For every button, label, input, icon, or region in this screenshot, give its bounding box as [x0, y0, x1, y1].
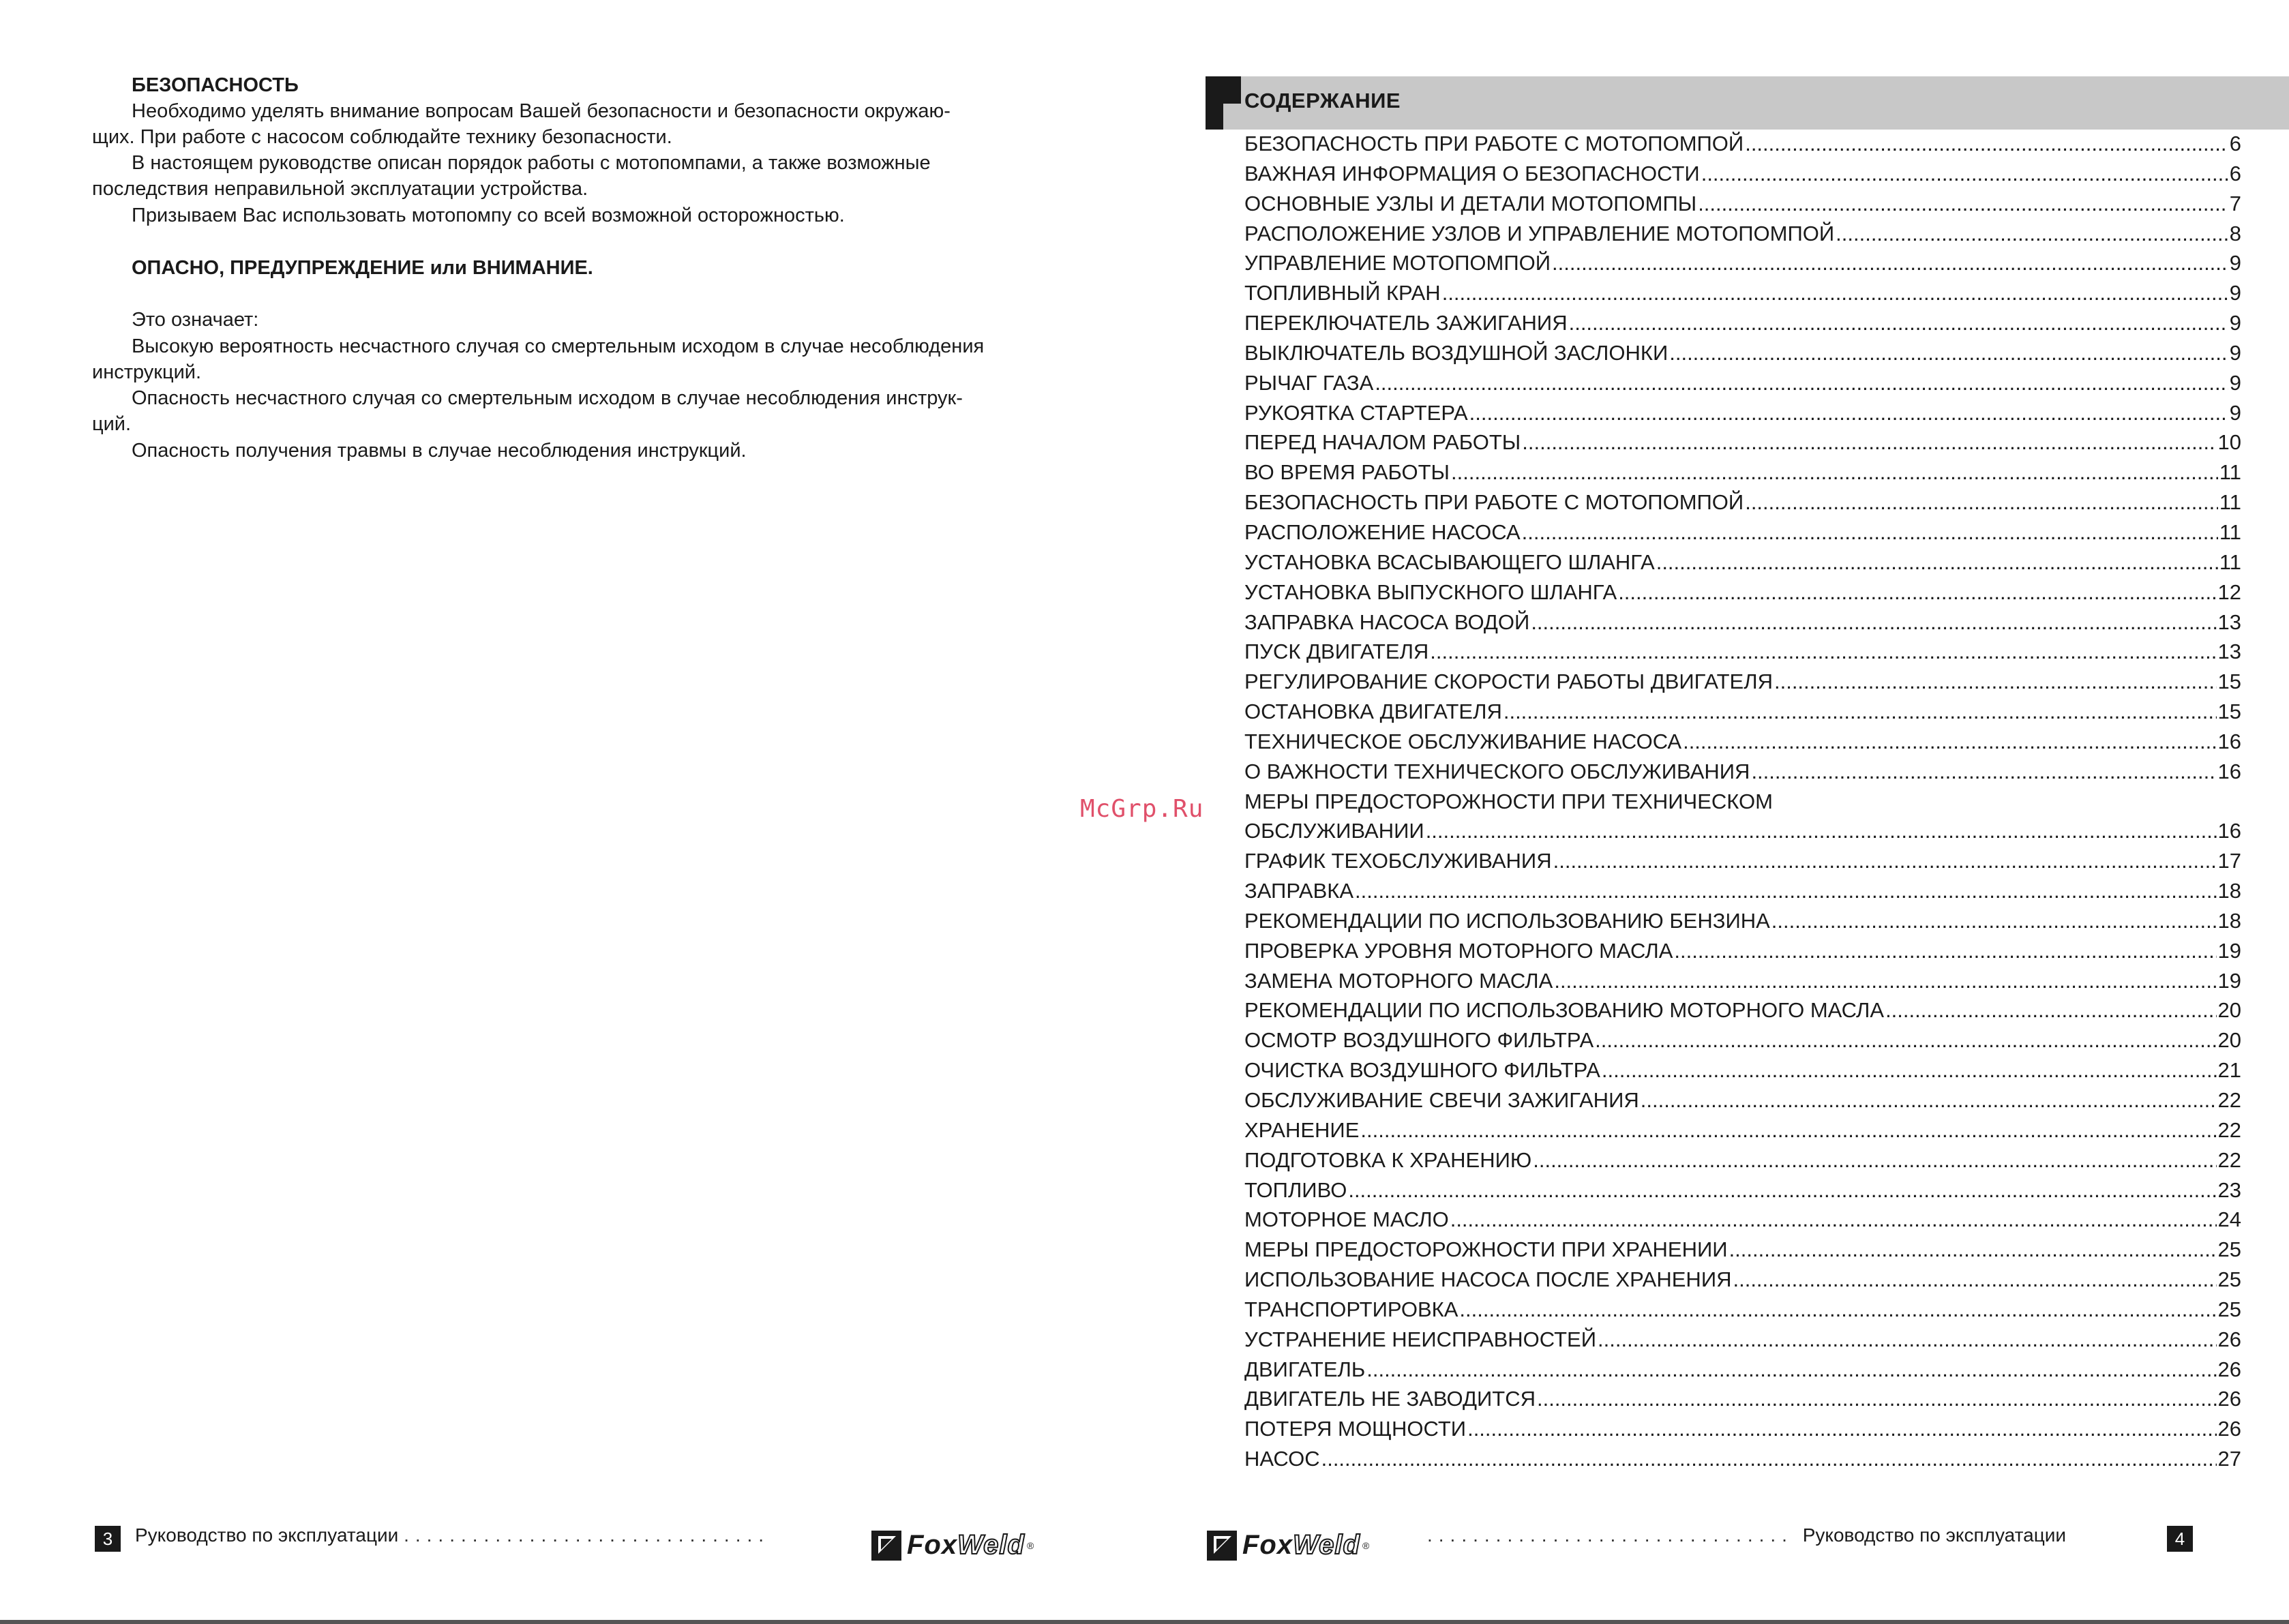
page-number-left: 3 — [95, 1526, 121, 1552]
meaning-1b: инструкций. — [92, 361, 202, 383]
toc-item-page: 7 — [2229, 191, 2241, 215]
toc-item-page: 13 — [2217, 640, 2241, 664]
toc-item-page: 11 — [2219, 550, 2241, 574]
toc-item-page: 26 — [2217, 1327, 2241, 1351]
toc-item-label: ПРОВЕРКА УРОВНЯ МОТОРНОГО МАСЛА — [1244, 938, 1673, 963]
toc-item-leader-dots — [1674, 939, 2216, 963]
toc-item-leader-dots — [1745, 132, 2228, 156]
toc-item-leader-dots — [1348, 1178, 2216, 1203]
toc-item-page: 17 — [2217, 849, 2241, 873]
toc-item-page: 11 — [2219, 460, 2241, 485]
toc-item — [1244, 879, 2241, 909]
toc-item-page: 22 — [2217, 1117, 2241, 1142]
toc-item-label: БЕЗОПАСНОСТЬ ПРИ РАБОТЕ С МОТОПОМПОЙ — [1244, 490, 1744, 515]
toc-item-label: НАСОС — [1244, 1447, 1320, 1471]
toc-item-page: 15 — [2217, 700, 2241, 724]
toc-item-page: 21 — [2217, 1058, 2241, 1083]
toc-item-label: ОСМОТР ВОЗДУШНОГО ФИЛЬТРА — [1244, 1028, 1594, 1053]
toc-item — [1244, 998, 2241, 1028]
bottom-rule — [0, 1620, 2289, 1624]
toc-item-leader-dots — [1733, 1267, 2216, 1292]
toc-item-page: 18 — [2217, 908, 2241, 933]
toc-item — [1244, 730, 2241, 760]
toc-item-label: ВЫКЛЮЧАТЕЛЬ ВОЗДУШНОЙ ЗАСЛОНКИ — [1244, 340, 1669, 365]
toc-item-page: 12 — [2217, 580, 2241, 604]
toc-item-leader-dots — [1729, 1237, 2217, 1262]
safety-heading: БЕЗОПАСНОСТЬ — [132, 74, 299, 96]
toc-item-label: ОБСЛУЖИВАНИИ — [1244, 819, 1424, 843]
footer-left-dots: ................................ — [404, 1524, 771, 1546]
toc-item — [1244, 1237, 2241, 1267]
toc-item-leader-dots — [1656, 550, 2218, 575]
toc-item-label: ПОТЕРЯ МОЩНОСТИ — [1244, 1417, 1467, 1441]
safety-paragraph-2a: В настоящем руководстве описан порядок работы с мотопомпами, а также возможные — [132, 152, 931, 174]
corner-bracket-icon — [1206, 76, 1241, 130]
toc-item-label: ГРАФИК ТЕХОБСЛУЖИВАНИЯ — [1244, 849, 1552, 873]
toc-item-page: 26 — [2217, 1387, 2241, 1411]
toc-item-leader-dots — [1701, 162, 2228, 186]
toc-item-label: ОБСЛУЖИВАНИЕ СВЕЧИ ЗАЖИГАНИЯ — [1244, 1088, 1639, 1112]
footer-right-title: Руководство по эксплуатации — [1802, 1524, 2067, 1546]
toc-item-label: МЕРЫ ПРЕДОСТОРОЖНОСТИ ПРИ ХРАНЕНИИ — [1244, 1237, 1728, 1262]
toc-item-leader-dots — [1467, 1417, 2216, 1441]
toc-item — [1244, 1267, 2241, 1297]
toc-item — [1244, 849, 2241, 879]
toc-item-label: ОЧИСТКА ВОЗДУШНОГО ФИЛЬТРА — [1244, 1058, 1600, 1083]
toc-item-label: ОСНОВНЫЕ УЗЛЫ И ДЕТАЛИ МОТОПОМПЫ — [1244, 191, 1697, 215]
toc-item-page: 22 — [2217, 1088, 2241, 1112]
toc-item — [1244, 311, 2241, 341]
toc-item — [1244, 670, 2241, 700]
toc-item-page: 16 — [2217, 729, 2241, 753]
footer-left-text-group — [135, 1524, 770, 1554]
left-page — [0, 0, 1144, 1624]
toc-item-page: 22 — [2217, 1147, 2241, 1172]
meaning-2b: ций. — [92, 413, 132, 435]
toc-item-page: 25 — [2217, 1267, 2241, 1292]
safety-paragraph-1a: Необходимо уделять внимание вопросам Вашей безопасности и безопасности окружаю- — [132, 100, 951, 122]
toc-item-label: УСТРАНЕНИЕ НЕИСПРАВНОСТЕЙ — [1244, 1327, 1597, 1351]
toc-item-leader-dots — [1771, 909, 2217, 933]
toc-item-leader-dots — [1683, 730, 2216, 754]
toc-item-label: МОТОРНОЕ МАСЛО — [1244, 1207, 1449, 1232]
toc-item-leader-dots — [1569, 311, 2228, 335]
toc-item-label: ОСТАНОВКА ДВИГАТЕЛЯ — [1244, 700, 1502, 724]
right-page — [1144, 0, 2289, 1624]
toc-item-label: РАСПОЛОЖЕНИЕ УЗЛОВ И УПРАВЛЕНИЕ МОТОПОМПОЙ — [1244, 221, 1835, 245]
toc-item-page: 16 — [2217, 819, 2241, 843]
toc-item-leader-dots — [1698, 192, 2228, 216]
toc-item-label: УСТАНОВКА ВСАСЫВАЮЩЕГО ШЛАНГА — [1244, 550, 1655, 574]
toc-item — [1244, 1387, 2241, 1417]
toc-item-page: 26 — [2217, 1417, 2241, 1441]
toc-item-leader-dots — [1595, 1028, 2216, 1053]
toc-title: СОДЕРЖАНИЕ — [1244, 89, 1401, 112]
toc-item-page: 15 — [2217, 670, 2241, 694]
toc-item — [1244, 430, 2241, 460]
toc-item-leader-dots — [1598, 1327, 2217, 1352]
toc-item-label: УСТАНОВКА ВЫПУСКНОГО ШЛАНГА — [1244, 580, 1617, 604]
toc-item — [1244, 192, 2241, 222]
toc-item — [1244, 1028, 2241, 1058]
toc-item-leader-dots — [1450, 1207, 2217, 1232]
registered-mark: ® — [1362, 1539, 1370, 1551]
toc-item — [1244, 222, 2241, 252]
toc-item-leader-dots — [1522, 520, 2218, 545]
watermark: McGrp.Ru — [1080, 795, 1204, 823]
toc-item-page: 6 — [2229, 132, 2241, 155]
toc-item-leader-dots — [1355, 879, 2216, 903]
toc-item — [1244, 371, 2241, 401]
toc-item-leader-dots — [1618, 580, 2216, 605]
warning-heading: ОПАСНО, ПРЕДУПРЕЖДЕНИЕ или ВНИМАНИЕ. — [132, 257, 593, 279]
toc-item-leader-dots — [1774, 670, 2217, 694]
toc-item — [1244, 939, 2241, 969]
toc-item-label: РЕКОМЕНДАЦИИ ПО ИСПОЛЬЗОВАНИЮ БЕНЗИНА — [1244, 908, 1770, 933]
toc-item-page: 20 — [2217, 998, 2241, 1023]
toc-item — [1244, 1357, 2241, 1387]
toc-item — [1244, 1058, 2241, 1088]
toc-item-page: 20 — [2217, 1028, 2241, 1053]
toc-item-leader-dots — [1430, 640, 2216, 664]
toc-item — [1244, 819, 2241, 849]
toc-item-label: ИСПОЛЬЗОВАНИЕ НАСОСА ПОСЛЕ ХРАНЕНИЯ — [1244, 1267, 1732, 1292]
toc-item-label: ПЕРЕКЛЮЧАТЕЛЬ ЗАЖИГАНИЯ — [1244, 311, 1568, 335]
toc-item-leader-dots — [1459, 1297, 2216, 1322]
toc-item-leader-dots — [1602, 1058, 2217, 1083]
toc-item-label: МЕРЫ ПРЕДОСТОРОЖНОСТИ ПРИ ТЕХНИЧЕСКОМ — [1244, 789, 1773, 813]
toc-item — [1244, 520, 2241, 550]
toc-item — [1244, 969, 2241, 999]
toc-item — [1244, 1447, 2241, 1477]
toc-item-label: ПОДГОТОВКА К ХРАНЕНИЮ — [1244, 1147, 1532, 1172]
toc-item-leader-dots — [1426, 819, 2217, 843]
safety-paragraph-2b: последствия неправильной эксплуатации устройства. — [92, 178, 588, 200]
toc-item-page: 11 — [2219, 520, 2241, 544]
toc-item-page: 9 — [2229, 370, 2241, 395]
toc-item-label: ТОПЛИВНЫЙ КРАН — [1244, 281, 1441, 305]
toc-item-leader-dots — [1522, 430, 2216, 455]
foxweld-wordmark-right: FoxWeld — [1242, 1530, 1360, 1560]
footer-left-title: Руководство по эксплуатации — [135, 1524, 399, 1546]
registered-mark: ® — [1026, 1539, 1034, 1551]
foxweld-mark-icon — [1207, 1531, 1237, 1561]
toc-item-leader-dots — [1836, 222, 2228, 246]
toc-item-label: РАСПОЛОЖЕНИЕ НАСОСА — [1244, 520, 1521, 544]
toc-item-page: 27 — [2217, 1447, 2241, 1471]
toc-item-leader-dots — [1552, 251, 2228, 275]
toc-item-page: 9 — [2229, 281, 2241, 305]
toc-item-label: ЗАПРАВКА — [1244, 879, 1354, 903]
toc-item-page: 8 — [2229, 221, 2241, 245]
toc-item-page: 18 — [2217, 879, 2241, 903]
toc-item-page: 24 — [2217, 1207, 2241, 1232]
toc-item-label: ЗАПРАВКА НАСОСА ВОДОЙ — [1244, 610, 1530, 634]
toc-item-page: 25 — [2217, 1237, 2241, 1262]
toc-item — [1244, 162, 2241, 192]
toc-item — [1244, 1088, 2241, 1118]
toc-item-leader-dots — [1366, 1357, 2216, 1382]
toc-item-label: ЗАМЕНА МОТОРНОГО МАСЛА — [1244, 968, 1553, 993]
toc-list — [1244, 132, 2241, 1477]
toc-item-label: УПРАВЛЕНИЕ МОТОПОМПОЙ — [1244, 251, 1551, 275]
toc-item — [1244, 1207, 2241, 1237]
foxweld-logo-left — [871, 1530, 1034, 1561]
toc-item-leader-dots — [1641, 1088, 2217, 1113]
toc-item-page: 6 — [2229, 161, 2241, 185]
toc-item-page: 25 — [2217, 1297, 2241, 1321]
toc-item-leader-dots — [1375, 371, 2228, 395]
toc-item-page: 26 — [2217, 1357, 2241, 1381]
toc-item-label: ВАЖНАЯ ИНФОРМАЦИЯ О БЕЗОПАСНОСТИ — [1244, 161, 1700, 185]
toc-item-page: 13 — [2217, 610, 2241, 634]
safety-paragraph-1b: щих. При работе с насосом соблюдайте технику безопасности. — [92, 126, 672, 148]
toc-item-leader-dots — [1321, 1447, 2217, 1471]
toc-item — [1244, 281, 2241, 311]
toc-item-leader-dots — [1442, 281, 2228, 305]
toc-item — [1244, 790, 2241, 819]
toc-item — [1244, 640, 2241, 670]
toc-item — [1244, 132, 2241, 162]
toc-item-label: ТРАНСПОРТИРОВКА — [1244, 1297, 1458, 1321]
toc-item — [1244, 550, 2241, 580]
toc-item-leader-dots — [1503, 700, 2217, 724]
toc-item — [1244, 580, 2241, 610]
meaning-2a: Опасность несчастного случая со смертельным исходом в случае несоблюдения инструк- — [132, 387, 963, 409]
toc-item-leader-dots — [1451, 460, 2218, 485]
safety-paragraph-3: Призываем Вас использовать мотопомпу со всей возможной осторожностью. — [132, 205, 845, 226]
toc-item — [1244, 1118, 2241, 1148]
toc-item-label: РЕКОМЕНДАЦИИ ПО ИСПОЛЬЗОВАНИЮ МОТОРНОГО МАСЛА — [1244, 998, 1885, 1023]
toc-item-page: 10 — [2217, 430, 2241, 455]
toc-item — [1244, 1148, 2241, 1178]
toc-item-page: 23 — [2217, 1177, 2241, 1202]
means-label: Это означает: — [132, 309, 259, 331]
toc-item-leader-dots — [1469, 401, 2228, 425]
page-number-right: 4 — [2167, 1526, 2193, 1552]
toc-item — [1244, 341, 2241, 371]
toc-item-leader-dots — [1751, 760, 2216, 784]
toc-item — [1244, 460, 2241, 490]
toc-item-leader-dots — [1531, 610, 2216, 635]
meaning-1a: Высокую вероятность несчастного случая со смертельным исходом в случае несоблюдения — [132, 335, 985, 357]
toc-item-label: РУКОЯТКА СТАРТЕРА — [1244, 400, 1468, 425]
foxweld-logo-right — [1207, 1530, 1369, 1561]
toc-item-label: ПЕРЕД НАЧАЛОМ РАБОТЫ — [1244, 430, 1521, 455]
toc-item-label: РЕГУЛИРОВАНИЕ СКОРОСТИ РАБОТЫ ДВИГАТЕЛЯ — [1244, 670, 1773, 694]
toc-item-leader-dots — [1745, 490, 2218, 515]
toc-item-page: 11 — [2219, 490, 2241, 515]
toc-item — [1244, 610, 2241, 640]
foxweld-mark-icon — [871, 1531, 901, 1561]
toc-item-leader-dots — [1537, 1387, 2217, 1411]
toc-item-page: 16 — [2217, 759, 2241, 783]
toc-item-leader-dots — [1553, 849, 2217, 873]
meaning-3: Опасность получения травмы в случае несоблюдения инструкций. — [132, 440, 747, 462]
toc-item-label: ХРАНЕНИЕ — [1244, 1117, 1360, 1142]
toc-item-label: ТОПЛИВО — [1244, 1177, 1347, 1202]
toc-item-label: БЕЗОПАСНОСТЬ ПРИ РАБОТЕ С МОТОПОМПОЙ — [1244, 132, 1744, 155]
toc-item-label: РЫЧАГ ГАЗА — [1244, 370, 1374, 395]
toc-item — [1244, 760, 2241, 790]
toc-item-leader-dots — [1669, 341, 2228, 365]
toc-item — [1244, 251, 2241, 281]
toc-item — [1244, 700, 2241, 730]
toc-item-label: ДВИГАТЕЛЬ — [1244, 1357, 1366, 1381]
toc-item-label: ТЕХНИЧЕСКОЕ ОБСЛУЖИВАНИЕ НАСОСА — [1244, 729, 1682, 753]
toc-item — [1244, 490, 2241, 520]
toc-item-label: ПУСК ДВИГАТЕЛЯ — [1244, 640, 1429, 664]
toc-item-leader-dots — [1533, 1148, 2216, 1173]
toc-item-leader-dots — [1885, 998, 2216, 1023]
toc-item-leader-dots — [1360, 1118, 2216, 1143]
toc-item — [1244, 401, 2241, 431]
toc-item — [1244, 909, 2241, 939]
toc-item-label: ДВИГАТЕЛЬ НЕ ЗАВОДИТСЯ — [1244, 1387, 1536, 1411]
toc-item — [1244, 1327, 2241, 1357]
toc-item — [1244, 1297, 2241, 1327]
footer-right-dots: ................................ — [1427, 1524, 1793, 1546]
toc-item — [1244, 1417, 2241, 1447]
toc-item-page: 9 — [2229, 400, 2241, 425]
toc-item-page: 19 — [2217, 968, 2241, 993]
toc-item-page: 9 — [2229, 311, 2241, 335]
toc-item-page: 19 — [2217, 938, 2241, 963]
toc-item-page: 9 — [2229, 340, 2241, 365]
toc-item-label: О ВАЖНОСТИ ТЕХНИЧЕСКОГО ОБСЛУЖИВАНИЯ — [1244, 759, 1750, 783]
toc-item-page: 9 — [2229, 251, 2241, 275]
toc-item-label: ВО ВРЕМЯ РАБОТЫ — [1244, 460, 1450, 485]
toc-item-leader-dots — [1554, 969, 2216, 993]
footer-right-text-group — [1427, 1524, 2066, 1554]
foxweld-wordmark-left: FoxWeld — [907, 1530, 1025, 1560]
toc-item — [1244, 1178, 2241, 1208]
